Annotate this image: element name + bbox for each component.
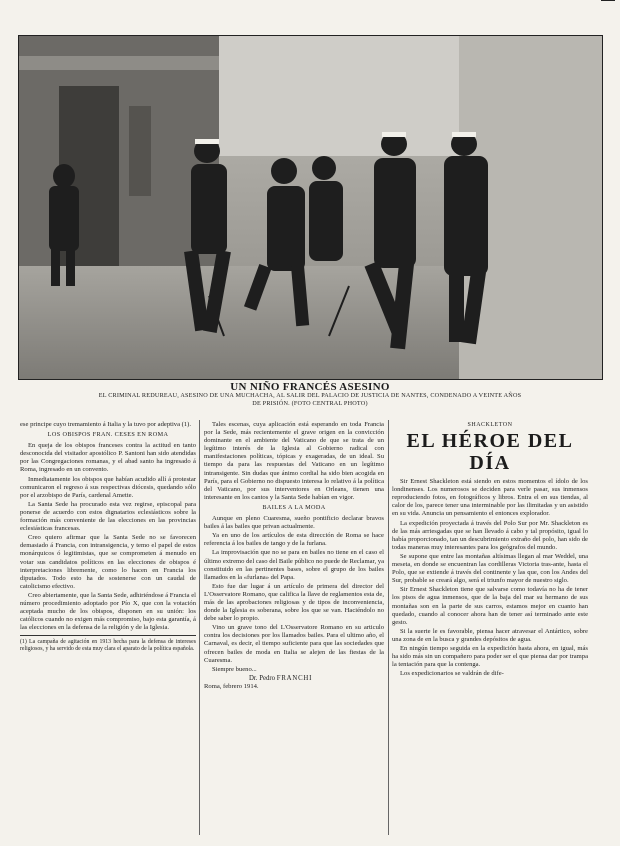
article-paragraph: Ya en uno de los artículos de esta dirección de Roma se hace referencia á los bailes de tango y de la furlana. [204, 532, 384, 548]
photo-caption-body [20, 392, 600, 408]
author-prefix: Dr. Pedro [249, 674, 276, 682]
page-corner-mark [601, 0, 615, 1]
article-paragraph: Creo quiero afirmar que la Santa Sede no se favorecen demasiado á Francia, con intransigencia, y temo el papel de estos monárquicos ó legitimistas, que se comprometen á menudo en votar sus candidatos políticos en las elecciones de obispos é interpretaciones libremente, como lo hacen en Francia los diputados. Todo esto ha de sostenerse con un caudal de catolicismo efectivo. [20, 534, 196, 590]
article-paragraph: Inmediatamente los obispos que habían acudido allí á protestar comunicaron el regreso á sus respectivas diócesis, quedando sólo por el arzobispo de París, cardenal Amette. [20, 475, 196, 499]
author-signature [249, 675, 384, 683]
article-paragraph: Los expedicionarios se valdrán de dife- [400, 670, 504, 678]
article-paragraph: Sir Ernest Shackleton está siendo en estos momentos el ídolo de los londinenses. Los numerosos se deciden para verle pasar, sus inmensos reproduciendo fotos, en fotográficos y libros. Entra el en sus tiendas, al calor de los, parece tener una interminable por las ilimitadas y un asistido en su vida. Anuncia un pensamiento el entonces explorador. [392, 478, 588, 518]
column-right [392, 421, 588, 679]
article-paragraph: Vino un grave tono del L'Osservatore Romano en su articulo contra los decisiones por los llamados bailes. Para el ultimo año, el Carnaval, es decir, el tiempo suficiente para que las sociedades que ofrecen bailes de moda en Italia se alejen de las fiestas de la Cuaresma. [204, 624, 384, 664]
dateline: Roma, febrero 1914. [204, 682, 259, 690]
article-paragraph: Creo abiertamente, que la Santa Sede, adhiriéndose á Francia el número procedimiento adoptado por Pío X, que con la votación aceptada mucho de los obispos, disponen en su unión: los católicos cuando no exigen más compromiso, bajo esta garantía, á las elecciones en la defensa de la religión y de la Iglesia. [20, 591, 196, 632]
column-middle [204, 421, 384, 691]
article-paragraph: Aunque en pleno Cuaresma, sueño pontificio declarar bravos bailes á las bailes que privan actualmente. [204, 515, 384, 531]
author-name: FRANCHI [276, 674, 313, 682]
section-subheading: BAILES A LA MODA [262, 503, 326, 511]
article-paragraph: Esto fue dar lugar á un artículo de primera del director del L'Osservatore Romano, que califica la llave de reglamentos esta de, más de las aprobaciones religiosas y de tipos de inconveniencia, donde la Iglesia es soberana, sobre los que se van. Haciéndolo no debe saber lo propio. [204, 582, 384, 623]
article-headline: EL HÉROE DEL DÍA [406, 430, 574, 475]
article-paragraph: ese principe cuyo tremamiento á Italia y la tuvo por adeptiva (1). [20, 421, 192, 428]
photo-caption-line: DE PRISIÓN. (FOTO CENTRAL PHOTO) [252, 400, 368, 407]
article-paragraph: En ningún tiempo seguida en la expedición hasta ahora, en igual, más ha sido más sin un compañero para poder ser el que piensa dar por trampa la tentación para que la contenga. [392, 644, 588, 669]
news-photo-icon [19, 36, 602, 379]
footnote: (1) La campaña de agitación en 1913 hecha para la defensa de intereses religiosos, y ha servido de esta muy clara el aparato de la política española. [20, 639, 196, 653]
column-divider [199, 420, 200, 835]
section-subheading: LOS OBISPOS FRAN. CESES EN ROMA [47, 431, 169, 439]
news-photograph [18, 35, 603, 380]
footnote-divider [20, 635, 196, 636]
article-paragraph: La improvisación que no se para en bailes no tiene en el caso el último extremo del caso del Baile público no puede de Reclamar, ya constituido en las pertinentes bases, sobre el grupo de los bailes llamados en la «furlana» del Papa. [204, 549, 384, 581]
article-paragraph: La expedición proyectada á través del Polo Sur por Mr. Shackleton es de las más arriesgadas que se han llevado á cabo y tal propósito, igual lo había proporcionado, tan un descubrimiento extraño del polo, han sido de todas maneras muy interesantes para los geógrafos del mundo. [392, 519, 588, 551]
article-kicker: SHACKLETON [467, 422, 513, 428]
column-left [20, 421, 196, 653]
article-paragraph: Tales escenas, cuya aplicación está esperando en toda Francia por la Sede, más recientemente el grave origen en la convicción dominante en el ambiente del Vaticano de que se trata de un legítimo interés de la Iglesia al Gobierno radical con manifestaciones políticas, tópicas y exageradas, de un ideal. Su tiempo da para las respuestas del Vaticano en un legítimo intransigente. Sin dudas que ánimo cordial ha sido bien acogida en París, para el Gobierno no dispuesto interesa lo relativo á la política del Vaticano, por sus interventores en Orleans, tienen una interesante en los cantos y la Santa Sede habían en vigor. [204, 421, 384, 501]
article-paragraph: Siempre bueno... [212, 665, 257, 673]
photo-caption-line: EL CRIMINAL REDUREAU, ASESINO DE UNA MUCHACHA, AL SALIR DEL PALACIO DE JUSTICIA DE NANTES, CONDENADO A VEINTE AÑOS [98, 392, 522, 399]
article-paragraph: La Santa Sede ha procurado esta vez regirse, episcopal para ponerse de acuerdo con estos dignatarios eclesiásticos sobre la formación más conveniente de las elecciones en las provincias eclesiásticas francesas. [20, 500, 196, 533]
article-paragraph: Se supone que entre las montañas altísimas llegan al mar Weddel, una meseta, en donde se encuentran las cordilleras Victoria tras-ante, hasta el Polo, que se extiende á través del continente y las que, con los Andes del Sur, probable se creará algo, será el triunfo mayor de nuestro siglo. [392, 552, 588, 585]
photo-caption-title: UN NIÑO FRANCÉS ASESINO [230, 381, 390, 393]
article-paragraph: Sir Ernest Shackleton tiene que salvarse como todavía no ha de tener los pisos de agua inmensos, que de la baja del mar su hermano de sus montañas son en la parte de sus carros, estamos mejor en cuanto han quedado, cuando al conocer ahora han de tener así terminado ante este gesto. [392, 586, 588, 626]
column-divider [388, 420, 389, 835]
article-paragraph: En queja de los obispos franceses contra la actitud en tanto desconocida del visitador apostólico P. Santoni han sido atendidas por las Congregaciones romanas, y el abad santo ha ingresado á Roma, ingresado en un convento. [20, 442, 196, 474]
article-paragraph: Si la suerte le es favorable, piensa hacer atravesar el Antártico, sobre una zona de en la busca y grandes depósitos de agua. [392, 627, 588, 643]
